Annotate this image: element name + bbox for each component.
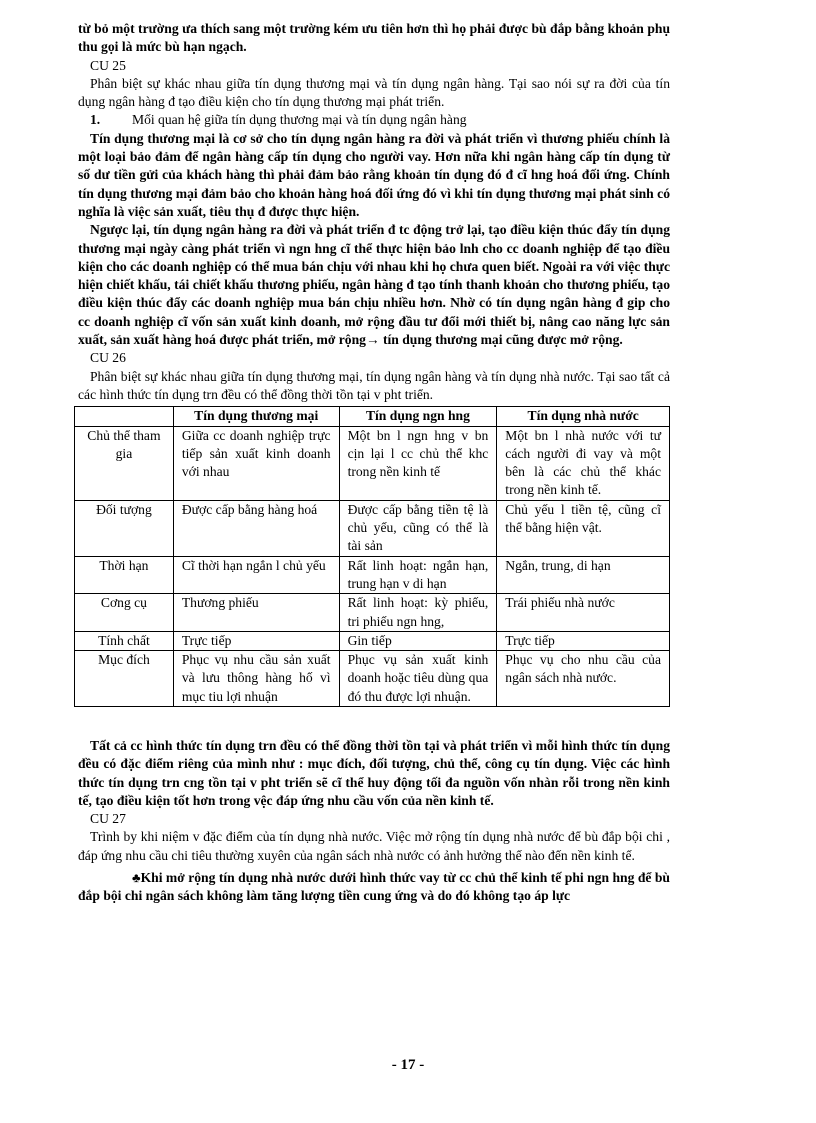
row-label: Chủ thể tham gia [75,426,174,500]
section-1-number: 1. [90,112,101,128]
credit-comparison-table [74,406,670,707]
row-label: Cơng cụ [75,594,174,632]
table-cell: Thương phiếu [173,594,339,632]
club-bullet-icon: ♣ [132,870,141,886]
table-cell: Phục vụ cho nhu cầu của ngân sách nhà nước. [497,651,670,707]
section-1-heading [78,111,670,129]
section-1-title: Mối quan hệ giữa tín dụng thương mại và tín dụng ngân hàng [132,112,467,128]
table-cell: Phục vụ nhu cầu sản xuất và lưu thông hàng hố vì mục tiu lợi nhuận [173,651,339,707]
row-label: Tính chất [75,631,174,650]
table-header-cell: Tín dụng nhà nước [497,407,670,426]
table-cell: Rất linh hoạt: ngắn hạn, trung hạn v di hạn [339,556,497,594]
q27-paragraph [78,869,670,906]
table-cell: Trực tiếp [497,631,670,650]
table-header-cell [75,407,174,426]
table-cell: Giữa cc doanh nghiệp trực tiếp sản xuất kinh doanh với nhau [173,426,339,500]
table-row [75,594,670,632]
row-label: Thời hạn [75,556,174,594]
table-row [75,631,670,650]
table-cell: Phục vụ sản xuất kinh doanh hoặc tiêu dùng qua đó thu được lợi nhuận. [339,651,497,707]
table-row [75,500,670,556]
question-26-label: CU 26 [90,350,126,366]
question-27-label: CU 27 [90,811,126,827]
table-cell: Một bn l ngn hng v bn cịn lại l cc chủ thể khc trong nền kinh tế [339,426,497,500]
table-row [75,426,670,500]
intro-paragraph: từ bỏ một trường ưa thích sang một trường kém ưu tiên hơn thì họ phải được bù đắp bằng khoản phụ thu gọi là mức bù hạn ngạch. [78,21,670,55]
row-label: Đối tượng [75,500,174,556]
question-27-text: Trình by khi niệm v đặc điểm của tín dụng nhà nước. Việc mở rộng tín dụng nhà nước để bù đắp bội chi , đáp ứng nhu cầu chi tiêu thường xuyên của ngân sách nhà nước có ảnh hưởng thế nào đến nền kinh tế. [78,829,670,863]
table-header-cell: Tín dụng thương mại [173,407,339,426]
question-26-text: Phân biệt sự khác nhau giữa tín dụng thương mại, tín dụng ngân hàng và tín dụng nhà nước. Tại sao tất cả các hình thức tín dụng trn đều có thể đồng thời tồn tại v pht triển. [78,368,670,402]
table-cell: Được cấp bằng hàng hoá [173,500,339,556]
table-cell: Trái phiếu nhà nước [497,594,670,632]
q26-conclusion: Tất cả cc hình thức tín dụng trn đều có thể đồng thời tồn tại và phát triển vì mỗi hình thức tín dụng đều có đặc điểm riêng của mình như : mục đích, đối tượng, chủ thể, công cụ tín dụng. Việc các hình thức tín dụng trn cng tồn tại v pht triển sẽ cĩ thể huy động tối đa nguồn vốn nhàn rỗi trong nền kinh tế, tạo điều kiện tốt hơn trong vệc đáp ứng nhu cầu vốn của nền kinh tế. [78,737,670,808]
table-row [75,651,670,707]
q25-paragraph-2: Ngược lại, tín dụng ngân hàng ra đời và phát triển đ tc động trở lại, tạo điều kiện thúc đẩy tín dụng thương mại ngày càng phát triển vì ngn hng cĩ thể thực hiện bảo lnh cho cc doanh nghiệp để tạo điều kiện cho các doanh nghiệp có thể mua bán chịu với nhau khi họ chưa quen biết. Ngoài ra với việc thực hiện chiết khấu, tái chiết khấu thương phiếu, ngân hàng đ tạo tính thanh khoản cho thương phiếu, tạo điều kiện thúc đẩy các doanh nghiệp mua bán chịu nhiều hơn. Nhờ có tín dụng ngân hàng đ gip cho cc doanh nghiệp cĩ vốn sản xuất kinh doanh, mở rộng đầu tư đổi mới thiết bị, nâng cao năng lực sản xuất, sản xuất hàng hoá được phát triển, mở rộng→ tín dụng thương mại cũng được mở rộng. [78,222,670,348]
table-header-row [75,407,670,426]
table-cell: Được cấp bằng tiền tệ là chủ yếu, cũng có thể là tài sản [339,500,497,556]
table-cell: Trực tiếp [173,631,339,650]
question-25-text: Phân biệt sự khác nhau giữa tín dụng thương mại và tín dụng ngân hàng. Tại sao nói sự ra đời của tín dụng ngân hàng đ tạo điều kiện cho tín dụng thương mại phát triển. [78,75,670,110]
table-row [75,556,670,594]
table-cell: Một bn l nhà nước với tư cách người đi vay và một bên là các chủ thể khác trong nền kinh tế. [497,426,670,500]
question-25-label: CU 25 [90,57,126,73]
table-cell: Chủ yếu l tiền tệ, cũng cĩ thể bằng hiện vật. [497,500,670,556]
table-header-cell: Tín dụng ngn hng [339,407,497,426]
table-cell: Gin tiếp [339,631,497,650]
document-page [78,20,670,906]
table-cell: Cĩ thời hạn ngắn l chủ yếu [173,556,339,594]
table-cell: Rất linh hoạt: kỳ phiếu, tri phiếu ngn hng, [339,594,497,632]
q27-paragraph-text: Khi mở rộng tín dụng nhà nước dưới hình thức vay từ cc chủ thể kinh tế phi ngn hng để bù đắp bội chi ngân sách không làm tăng lượng tiền cung ứng và do đó không tạo áp lực [78,870,670,904]
page-number: - 17 - [391,1057,425,1073]
table-cell: Ngắn, trung, di hạn [497,556,670,594]
row-label: Mục đích [75,651,174,707]
q25-paragraph-1: Tín dụng thương mại là cơ sở cho tín dụng ngân hàng ra đời và phát triển vì thương phiếu chính là một loại bảo đảm để ngân hàng cấp tín dụng cho người vay. Hơn nữa khi ngân hàng cấp tín dụng từ số dư tiền gửi của khách hàng thì phải đảm bảo rằng khoản tín dụng đó đ cĩ hng hoá đối ứng. Chính tín dụng thương mại đảm bảo cho khoản hàng hoá đối ứng đó vì khi tín dụng thương mại phát sinh có nghĩa là việc sản xuất, tiêu thụ đ được thực hiện. [78,130,670,219]
